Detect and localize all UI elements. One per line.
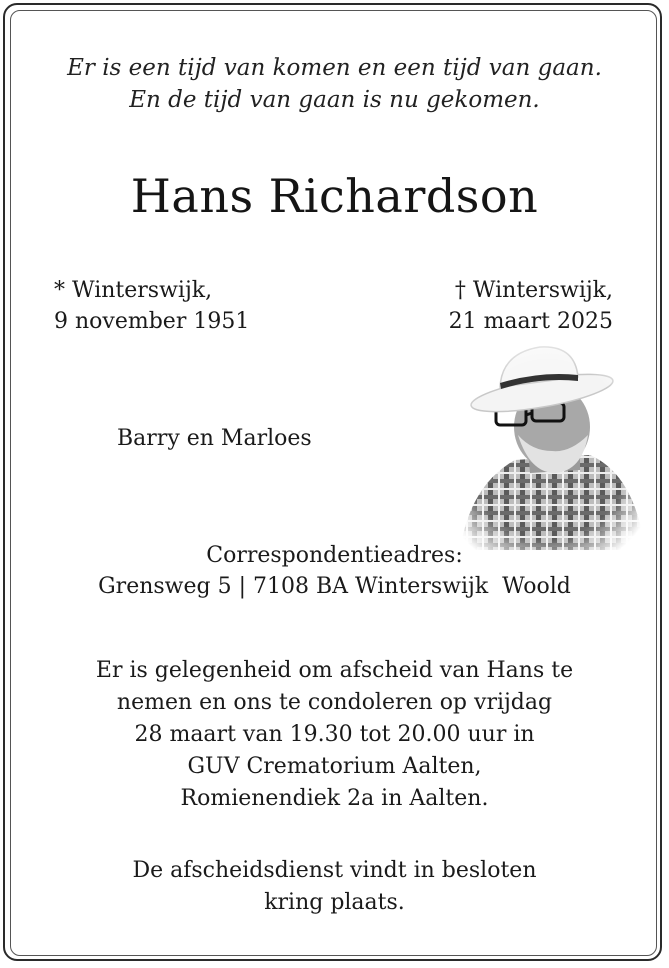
service-line: De afscheidsdienst vindt in besloten — [132, 858, 537, 883]
birth-info — [54, 275, 249, 337]
family-names: Barry en Marloes — [117, 426, 312, 451]
motto-line-1: Er is een tijd van komen en een tijd van gaan. — [67, 55, 602, 81]
motto-line-2: En de tijd van gaan is nu gekomen. — [129, 87, 540, 113]
farewell-line: Romienendiek 2a in Aalten. — [180, 786, 489, 811]
service-line: kring plaats. — [264, 890, 405, 915]
correspondence-label: Correspondentieadres: — [206, 543, 463, 568]
correspondence-address: Grensweg 5 | 7108 BA Winterswijk Woold — [98, 574, 571, 599]
farewell-line: Er is gelegenheid om afscheid van Hans te — [95, 658, 574, 683]
farewell-line: GUV Crematorium Aalten, — [187, 754, 482, 779]
birth-date: 9 november 1951 — [54, 309, 250, 334]
service-info — [0, 855, 669, 919]
farewell-line: nemen en ons te condoleren op vrijdag — [116, 690, 553, 715]
birth-place: * Winterswijk, — [54, 278, 213, 303]
death-info — [449, 275, 613, 337]
correspondence — [0, 540, 669, 602]
farewell-line: 28 maart van 19.30 tot 20.00 uur in — [134, 722, 535, 747]
farewell-info — [0, 655, 669, 815]
death-date: 21 maart 2025 — [448, 309, 613, 334]
death-place: † Winterswijk, — [454, 278, 613, 303]
deceased-name: Hans Richardson — [130, 169, 539, 223]
portrait-photo — [440, 335, 655, 565]
motto — [0, 52, 669, 116]
